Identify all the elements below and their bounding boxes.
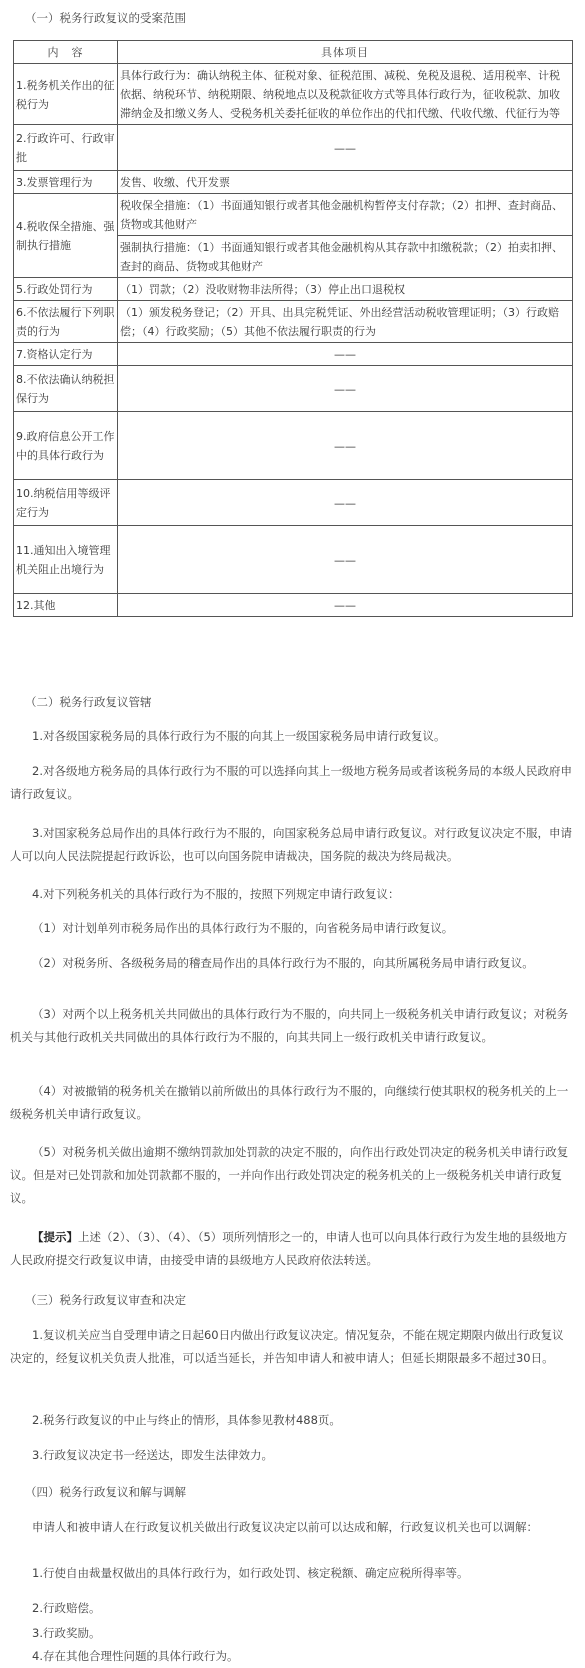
table-row	[14, 526, 573, 594]
table-row	[14, 171, 573, 194]
section2-para-1: 1.对各级国家税务局的具体行政行为不服的向其上一级国家税务局申请行政复议。	[32, 729, 446, 743]
table-row	[14, 594, 573, 617]
row-category: 9.政府信息公开工作中的具体行政行为	[14, 412, 118, 480]
row-category: 11.通知出入境管理机关阻止出境行为	[14, 526, 118, 594]
row-items: ——	[118, 480, 573, 526]
section3-para-2: 2.税务行政复议的中止与终止的情形，具体参见教材488页。	[32, 1413, 341, 1427]
section3-para-3: 3.行政复议决定书一经送达，即发生法律效力。	[32, 1448, 273, 1462]
section2-para-4: 4.对下列税务机关的具体行政行为不服的，按照下列规定申请行政复议：	[32, 887, 400, 901]
section4-item-3: 3.行政奖励。	[32, 1626, 101, 1640]
tip-text: 上述（2）、（3）、（4）、（5）项所列情形之一的，申请人也可以向具体行政行为发生地的县级地方人民政府提交行政复议申请，由接受申请的县级地方人民政府依法转送。	[10, 1230, 568, 1267]
row-category: 7.资格认定行为	[14, 343, 118, 366]
row-items: ——	[118, 526, 573, 594]
table-row	[14, 343, 573, 366]
row-items: （1）颁发税务登记；（2）开具、出具完税凭证、外出经营活动税收管理证明；（3）行政赔偿；（4）行政奖励；（5）其他不依法履行职责的行为	[118, 301, 573, 343]
table-row	[14, 125, 573, 171]
section2-para-9: （5）对税务机关做出逾期不缴纳罚款加处罚款的决定不服的，向作出行政处罚决定的税务机关申请行政复议。但是对已处罚款和加处罚款都不服的，一并向作出行政处罚决定的税务机关的上一级税务机关申请行政复议。	[10, 1145, 569, 1205]
row-category: 3.发票管理行为	[14, 171, 118, 194]
row-items: ——	[118, 343, 573, 366]
table-row	[14, 366, 573, 412]
row-items: 强制执行措施：（1）书面通知银行或者其他金融机构从其存款中扣缴税款；（2）拍卖扣押、查封的商品、货物或其他财产	[118, 236, 573, 278]
row-category: 12.其他	[14, 594, 118, 617]
row-items: 具体行政行为：确认纳税主体、征税对象、征税范围、减税、免税及退税、适用税率、计税依据、纳税环节、纳税期限、纳税地点以及税款征收方式等具体行政行为，征收税款、加收滞纳金及扣缴义务人、受税务机关委托征收的单位作出的代扣代缴、代收代缴、代征行为等	[118, 64, 573, 125]
row-items: ——	[118, 412, 573, 480]
table-header-row	[14, 41, 573, 64]
section2-para-5: （1）对计划单列市税务局作出的具体行政行为不服的，向省税务局申请行政复议。	[32, 921, 454, 935]
scope-table	[13, 40, 573, 617]
row-category: 8.不依法确认纳税担保行为	[14, 366, 118, 412]
header-items: 具体项目	[118, 41, 573, 64]
row-category: 6.不依法履行下列职责的行为	[14, 301, 118, 343]
table-row	[14, 480, 573, 526]
section2-para-6: （2）对税务所、各级税务局的稽查局作出的具体行政行为不服的，向其所属税务局申请行政复议。	[32, 956, 534, 970]
table-row	[14, 64, 573, 125]
section2-para-2: 2.对各级地方税务局的具体行政行为不服的可以选择向其上一级地方税务局或者该税务局的本级人民政府申请行政复议。	[10, 764, 572, 801]
section3-heading: （三）税务行政复议审查和决定	[25, 1293, 186, 1307]
row-category: 4.税收保全措施、强制执行措施	[14, 194, 118, 278]
section4-heading: （四）税务行政复议和解与调解	[25, 1485, 186, 1499]
row-items: ——	[118, 125, 573, 171]
row-items: 发售、收缴、代开发票	[118, 171, 573, 194]
tip-paragraph	[10, 1226, 575, 1272]
row-category: 1.税务机关作出的征税行为	[14, 64, 118, 125]
row-items: ——	[118, 594, 573, 617]
section2-para-8: （4）对被撤销的税务机关在撤销以前所做出的具体行政行为不服的，向继续行使其职权的税务机关的上一级税务机关申请行政复议。	[10, 1084, 569, 1121]
section1-heading: （一）税务行政复议的受案范围	[25, 11, 186, 25]
section3-para-1: 1.复议机关应当自受理申请之日起60日内做出行政复议决定。情况复杂，不能在规定期限内做出行政复议决定的，经复议机关负责人批准，可以适当延长，并告知申请人和被申请人；但延长期限最多不超过30日。	[10, 1328, 564, 1365]
row-category: 2.行政许可、行政审批	[14, 125, 118, 171]
section4-item-4: 4.存在其他合理性问题的具体行政行为。	[32, 1649, 239, 1663]
tip-label: 【提示】	[32, 1230, 78, 1244]
table-row	[14, 278, 573, 301]
section2-heading: （二）税务行政复议管辖	[25, 695, 152, 709]
section4-item-1: 1.行使自由裁量权做出的具体行政行为，如行政处罚、核定税额、确定应税所得率等。	[32, 1566, 469, 1580]
row-category: 10.纳税信用等级评定行为	[14, 480, 118, 526]
section4-item-2: 2.行政赔偿。	[32, 1601, 101, 1615]
section2-para-3: 3.对国家税务总局作出的具体行政行为不服的，向国家税务总局申请行政复议。对行政复议决定不服，申请人可以向人民法院提起行政诉讼，也可以向国务院申请裁决，国务院的裁决为终局裁决。	[10, 826, 572, 863]
table-row	[14, 194, 573, 236]
row-items: （1）罚款；（2）没收财物非法所得；（3）停止出口退税权	[118, 278, 573, 301]
section4-intro: 申请人和被申请人在行政复议机关做出行政复议决定以前可以达成和解，行政复议机关也可以调解：	[32, 1520, 538, 1534]
row-items: 税收保全措施：（1）书面通知银行或者其他金融机构暂停支付存款；（2）扣押、查封商品、货物或其他财产	[118, 194, 573, 236]
row-category: 5.行政处罚行为	[14, 278, 118, 301]
table-row	[14, 301, 573, 343]
section2-para-7: （3）对两个以上税务机关共同做出的具体行政行为不服的，向共同上一级税务机关申请行政复议；对税务机关与其他行政机关共同做出的具体行政行为不服的，向其共同上一级行政机关申请行政复议。	[10, 1007, 569, 1044]
header-content: 内 容	[14, 41, 118, 64]
row-items: ——	[118, 366, 573, 412]
table-row	[14, 412, 573, 480]
